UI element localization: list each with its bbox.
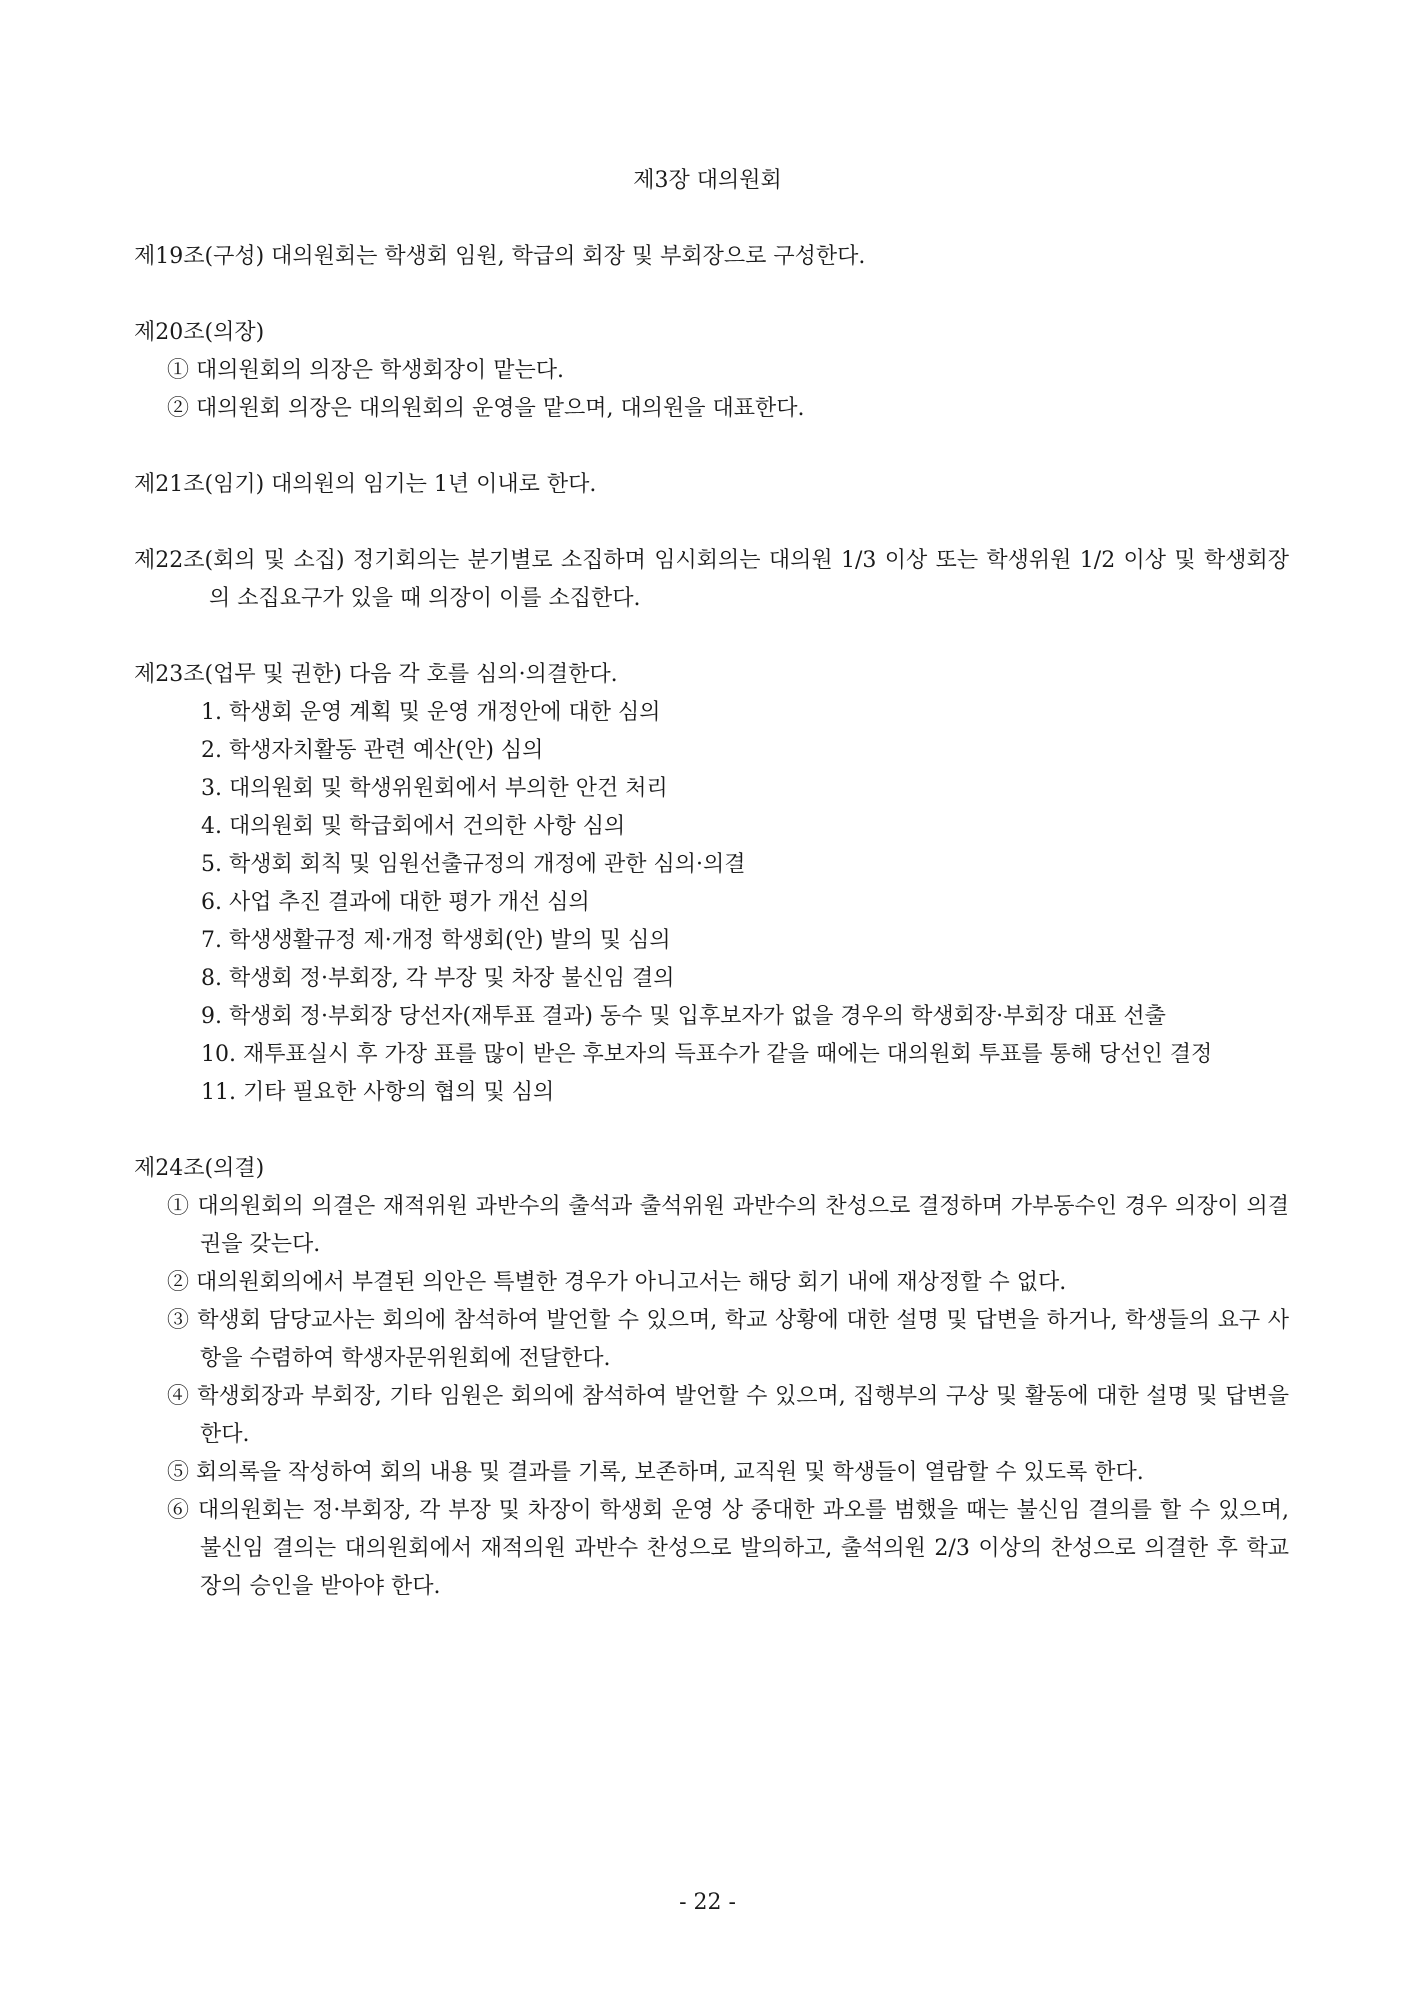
article-23-item-5: 5. 학생회 회칙 및 임원선출규정의 개정에 관한 심의·의결 — [201, 852, 746, 877]
article-24 — [134, 1150, 1289, 1606]
article-20-heading: 제20조(의장) — [134, 320, 265, 345]
document-body — [134, 238, 1289, 1644]
article-24-heading: 제24조(의결) — [134, 1156, 265, 1181]
page-number: - 22 - — [679, 1890, 736, 1915]
article-22-text: 제22조(회의 및 소집) 정기회의는 분기별로 소집하며 임시회의는 대의원 1/3 이상 또는 학생위원 1/2 이상 및 학생회장의 소집요구가 있을 때 의장이 이를 소집한다. — [134, 548, 1289, 611]
article-24-item-1: ① 대의원회의 의결은 재적위원 과반수의 출석과 출석위원 과반수의 찬성으로 결정하며 가부동수인 경우 의장이 의결권을 갖는다. — [167, 1194, 1289, 1257]
article-24-item-3: ③ 학생회 담당교사는 회의에 참석하여 발언할 수 있으며, 학교 상황에 대한 설명 및 답변을 하거나, 학생들의 요구 사항을 수렴하여 학생자문위원회에 전달한다. — [167, 1308, 1289, 1371]
article-23 — [134, 656, 1289, 1112]
article-24-item-4: ④ 학생회장과 부회장, 기타 임원은 회의에 참석하여 발언할 수 있으며, 집행부의 구상 및 활동에 대한 설명 및 답변을 한다. — [167, 1384, 1289, 1447]
article-24-item-6: ⑥ 대의원회는 정·부회장, 각 부장 및 차장이 학생회 운영 상 중대한 과오를 범했을 때는 불신임 결의를 할 수 있으며, 불신임 결의는 대의원회에서 재적의원 과반수 찬성으로 발의하고, 출석의원 2/3 이상의 찬성으로 의결한 후 학교장의 승인을 받아야 한다. — [167, 1498, 1289, 1599]
article-20-item-2: ② 대의원회 의장은 대의원회의 운영을 맡으며, 대의원을 대표한다. — [167, 396, 805, 421]
article-20 — [134, 314, 1289, 428]
article-23-item-11: 11. 기타 필요한 사항의 협의 및 심의 — [201, 1080, 555, 1105]
article-21 — [134, 466, 1289, 504]
chapter-title: 제3장 대의원회 — [633, 168, 782, 193]
article-23-item-1: 1. 학생회 운영 계획 및 운영 개정안에 대한 심의 — [201, 700, 661, 725]
article-22 — [134, 542, 1289, 618]
article-20-item-1: ① 대의원회의 의장은 학생회장이 맡는다. — [167, 358, 564, 383]
article-21-text: 제21조(임기) 대의원의 임기는 1년 이내로 한다. — [134, 472, 597, 497]
article-19-text: 제19조(구성) 대의원회는 학생회 임원, 학급의 회장 및 부회장으로 구성한다. — [134, 244, 866, 269]
article-23-item-6: 6. 사업 추진 결과에 대한 평가 개선 심의 — [201, 890, 590, 915]
article-23-item-7: 7. 학생생활규정 제·개정 학생회(안) 발의 및 심의 — [201, 928, 671, 953]
article-24-item-2: ② 대의원회의에서 부결된 의안은 특별한 경우가 아니고서는 해당 회기 내에 재상정할 수 없다. — [167, 1270, 1067, 1295]
article-23-item-8: 8. 학생회 정·부회장, 각 부장 및 차장 불신임 결의 — [201, 966, 675, 991]
article-19 — [134, 238, 1289, 276]
article-23-item-10: 10. 재투표실시 후 가장 표를 많이 받은 후보자의 득표수가 같을 때에는 대의원회 투표를 통해 당선인 결정 — [201, 1042, 1213, 1067]
article-23-item-2: 2. 학생자치활동 관련 예산(안) 심의 — [201, 738, 544, 763]
article-24-item-5: ⑤ 회의록을 작성하여 회의 내용 및 결과를 기록, 보존하며, 교직원 및 학생들이 열람할 수 있도록 한다. — [167, 1460, 1144, 1485]
article-23-item-9: 9. 학생회 정·부회장 당선자(재투표 결과) 동수 및 입후보자가 없을 경우의 학생회장·부회장 대표 선출 — [201, 1004, 1166, 1029]
article-23-item-3: 3. 대의원회 및 학생위원회에서 부의한 안건 처리 — [201, 776, 668, 801]
article-23-heading: 제23조(업무 및 권한) 다음 각 호를 심의·의결한다. — [134, 662, 618, 687]
article-23-item-4: 4. 대의원회 및 학급회에서 건의한 사항 심의 — [201, 814, 626, 839]
